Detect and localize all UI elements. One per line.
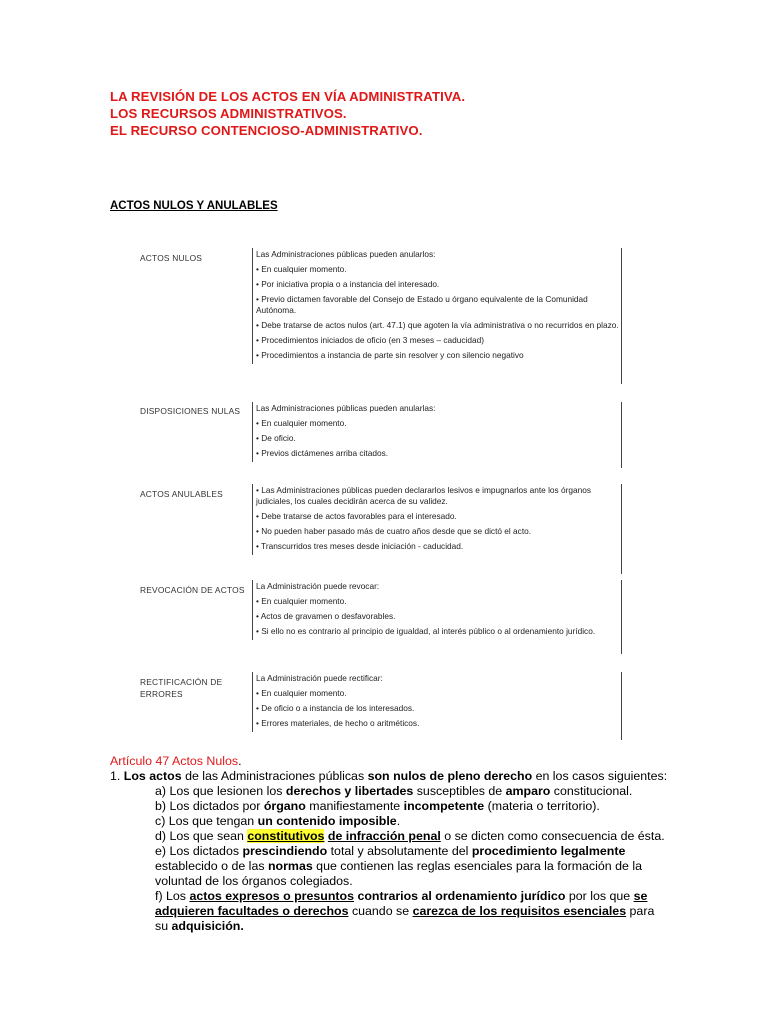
list-item: • En cualquier momento. [252,263,622,278]
row-label-line-2: ERRORES [140,689,183,699]
document-title-line-3: EL RECURSO CONTENCIOSO-ADMINISTRATIVO. [110,123,423,138]
list-item: • Procedimientos iniciados de oficio (en 3 meses – caducidad) [252,334,622,349]
section-heading: ACTOS NULOS Y ANULABLES [110,200,278,212]
article-paragraph-1: 1. Los actos de las Administraciones públicas son nulos de pleno derecho en los casos siguientes: [110,769,668,783]
list-item: • Actos de gravamen o desfavorables. [252,610,622,625]
list-item: • Debe tratarse de actos nulos (art. 47.1) que agoten la vía administrativa o no recurridos en plazo. [252,319,622,334]
list-item: • En cualquier momento. [252,687,622,702]
list-item-c: c) Los que tengan un contenido imposible. [155,814,401,828]
list-item: • Si ello no es contrario al principio de igualdad, al interés público o al ordenamiento jurídico. [252,625,622,640]
text-line: La Administración puede rectificar: [252,672,622,687]
text-line: Las Administraciones públicas pueden anularlas: [252,402,622,417]
row-label: DISPOSICIONES NULAS [140,406,241,416]
list-item: • No pueden haber pasado más de cuatro años desde que se dictó el acto. [252,525,622,540]
row-label: ACTOS ANULABLES [140,489,223,499]
list-item: • Debe tratarse de actos favorables para el interesado. [252,510,622,525]
list-item-d: d) Los que sean constitutivos de infracción penal o se dicten como consecuencia de ésta. [155,829,665,843]
row-content [252,402,622,462]
row-content [252,248,622,364]
document-title-line-1: LA REVISIÓN DE LOS ACTOS EN VÍA ADMINISTRATIVA. [110,89,466,104]
list-item: • En cualquier momento. [252,595,622,610]
list-item-f: f) Los actos expresos o presuntos contrarios al ordenamiento jurídico por los que se adquieren facultades o derechos cuando se carezca de los requisitos esenciales para su adquisición. [155,889,655,933]
row-content [252,484,622,555]
row-content [252,672,622,732]
list-item-e: e) Los dictados prescindiendo total y absolutamente del procedimiento legalmente establecido o de las normas que contienen las reglas esenciales para la formación de la voluntad de los órganos colegiados. [155,844,642,888]
text-line: La Administración puede revocar: [252,580,622,595]
row-label-line-1: RECTIFICACIÓN DE [140,677,223,687]
list-item: • De oficio o a instancia de los interesados. [252,702,622,717]
list-item: • Previo dictamen favorable del Consejo de Estado u órgano equivalente de la Comunidad Autónoma. [252,293,622,319]
list-item-a: a) Los que lesionen los derechos y libertades susceptibles de amparo constitucional. [155,784,633,798]
article-47 [110,754,670,934]
list-item: • Errores materiales, de hecho o aritméticos. [252,717,622,732]
article-title-text: Artículo 47 Actos Nulos [110,754,239,768]
list-item: • Procedimientos a instancia de parte sin resolver y con silencio negativo [252,349,622,364]
document-title-line-2: LOS RECURSOS ADMINISTRATIVOS. [110,106,347,121]
row-label: REVOCACIÓN DE ACTOS [140,585,245,595]
list-item: • Transcurridos tres meses desde iniciación - caducidad. [252,540,622,555]
highlighted-text: constitutivos [247,829,325,843]
article-title: Artículo 47 Actos Nulos. [110,754,242,768]
list-item: • Por iniciativa propia o a instancia del interesado. [252,278,622,293]
list-item: • Las Administraciones públicas pueden declararlos lesivos e impugnarlos ante los órganos judiciales, los cuales decidirán acerca de su validez. [252,484,622,510]
row-content [252,580,622,640]
row-label: ACTOS NULOS [140,253,203,263]
list-item: • De oficio. [252,432,622,447]
list-item: • Previos dictámenes arriba citados. [252,447,622,462]
list-item: • En cualquier momento. [252,417,622,432]
text-line: Las Administraciones públicas pueden anularlos: [252,248,622,263]
list-item-b: b) Los dictados por órgano manifiestamente incompetente (materia o territorio). [155,799,600,813]
